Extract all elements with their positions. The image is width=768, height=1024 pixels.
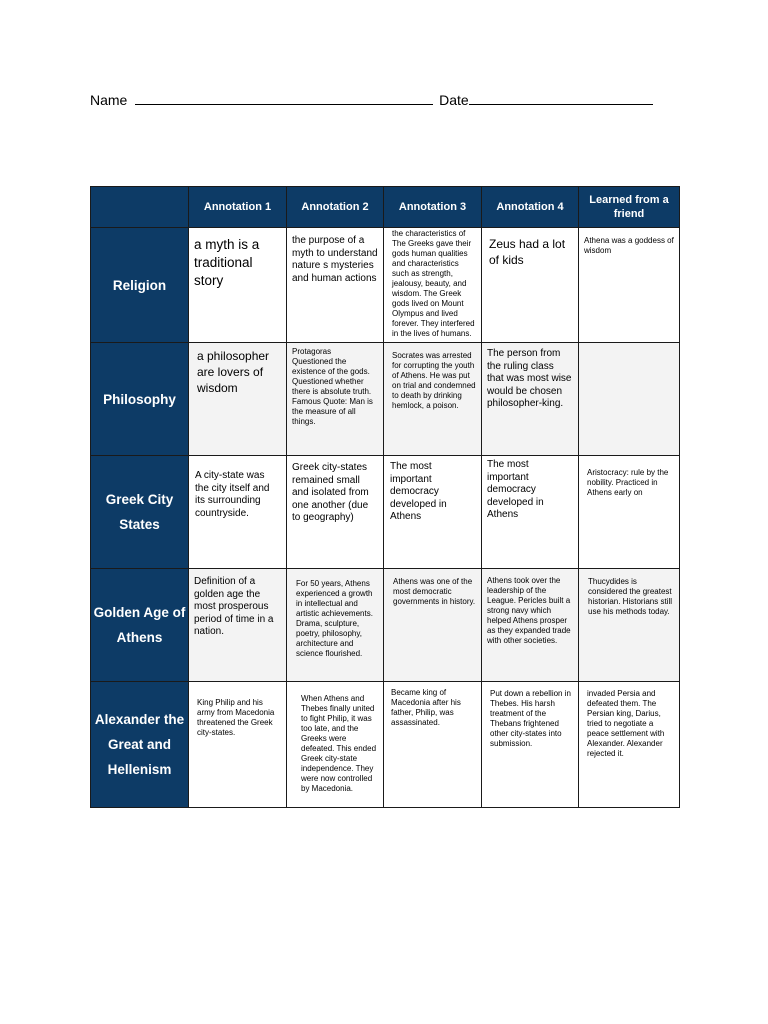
column-header-annotation-1: Annotation 1 [189, 187, 287, 228]
table-cell[interactable]: Greek city-states remained small and isolated from one another (due to geography) [287, 456, 384, 569]
column-header-annotation-4: Annotation 4 [482, 187, 579, 228]
table-cell[interactable]: Zeus had a lot of kids [482, 228, 579, 343]
table-cell[interactable]: The person from the ruling class that was most wise would be chosen philosopher-king. [482, 343, 579, 456]
table-cell[interactable]: a myth is a traditional story [189, 228, 287, 343]
header-row [91, 187, 680, 228]
row-header: Religion [91, 228, 189, 343]
table-cell[interactable]: King Philip and his army from Macedonia threatened the Greek city-states. [189, 682, 287, 808]
table-row-religion [91, 228, 680, 343]
table-cell[interactable]: Thucydides is considered the greatest historian. Historians still use his methods today. [579, 569, 680, 682]
table-cell[interactable]: a philosopher are lovers of wisdom [189, 343, 287, 456]
name-date-line [90, 90, 690, 110]
table-cell[interactable]: Athena was a goddess of wisdom [579, 228, 680, 343]
table-cell[interactable]: invaded Persia and defeated them. The Persian king, Darius, tried to negotiate a peace settlement with Alexander. Alexander rejected it. [579, 682, 680, 808]
table-cell[interactable]: Protagoras Questioned the existence of the gods. Questioned whether there is absolute truth. Famous Quote: Man is the measure of all things. [287, 343, 384, 456]
table-cell[interactable]: The most important democracy developed in Athens [482, 456, 579, 569]
column-header-learned-from-friend: Learned from a friend [579, 187, 680, 228]
row-header: Alexander the Great and Hellenism [91, 682, 189, 808]
annotation-table [90, 186, 680, 808]
table-cell[interactable]: Socrates was arrested for corrupting the youth of Athens. He was put on trial and condemned to death by drinking hemlock, a poison. [384, 343, 482, 456]
column-header-annotation-2: Annotation 2 [287, 187, 384, 228]
table-cell[interactable]: the characteristics of The Greeks gave their gods human qualities and characteristics such as strength, jealousy, beauty, and wisdom. The Greek gods lived on Mount Olympus and lived forever. They interfered in the lives of humans. [384, 228, 482, 343]
name-label: Name [90, 92, 128, 108]
table-cell[interactable]: For 50 years, Athens experienced a growth in intellectual and artistic achievements. Drama, sculpture, poetry, philosophy, architecture and science flourished. [287, 569, 384, 682]
table-cell[interactable] [579, 343, 680, 456]
table-cell[interactable]: Put down a rebellion in Thebes. His harsh treatment of the Thebans frightened other city-states into submission. [482, 682, 579, 808]
table-cell[interactable]: The most important democracy developed in Athens [384, 456, 482, 569]
table-cell[interactable]: the purpose of a myth to understand nature s mysteries and human actions [287, 228, 384, 343]
table-cell[interactable]: A city-state was the city itself and its surrounding countryside. [189, 456, 287, 569]
name-blank[interactable] [135, 90, 433, 105]
table-cell[interactable]: Became king of Macedonia after his father, Philip, was assassinated. [384, 682, 482, 808]
table-row-greek-city-states [91, 456, 680, 569]
table-cell[interactable]: Athens was one of the most democratic governments in history. [384, 569, 482, 682]
table-cell[interactable]: Athens took over the leadership of the League. Pericles built a strong navy which helped Athens prosper as they expanded trade with other societies. [482, 569, 579, 682]
row-header: Greek City States [91, 456, 189, 569]
table-cell[interactable]: Aristocracy: rule by the nobility. Practiced in Athens early on [579, 456, 680, 569]
corner-header [91, 187, 189, 228]
table-cell[interactable]: When Athens and Thebes finally united to fight Philip, it was too late, and the Greeks were defeated. This ended Greek city-state independence. They were now controlled by Macedonia. [287, 682, 384, 808]
table-row-golden-age [91, 569, 680, 682]
row-header: Philosophy [91, 343, 189, 456]
date-blank[interactable] [469, 90, 653, 105]
date-label: Date [439, 92, 469, 108]
row-header: Golden Age of Athens [91, 569, 189, 682]
table-cell[interactable]: Definition of a golden age the most prosperous period of time in a nation. [189, 569, 287, 682]
table-row-alexander [91, 682, 680, 808]
column-header-annotation-3: Annotation 3 [384, 187, 482, 228]
table-row-philosophy [91, 343, 680, 456]
